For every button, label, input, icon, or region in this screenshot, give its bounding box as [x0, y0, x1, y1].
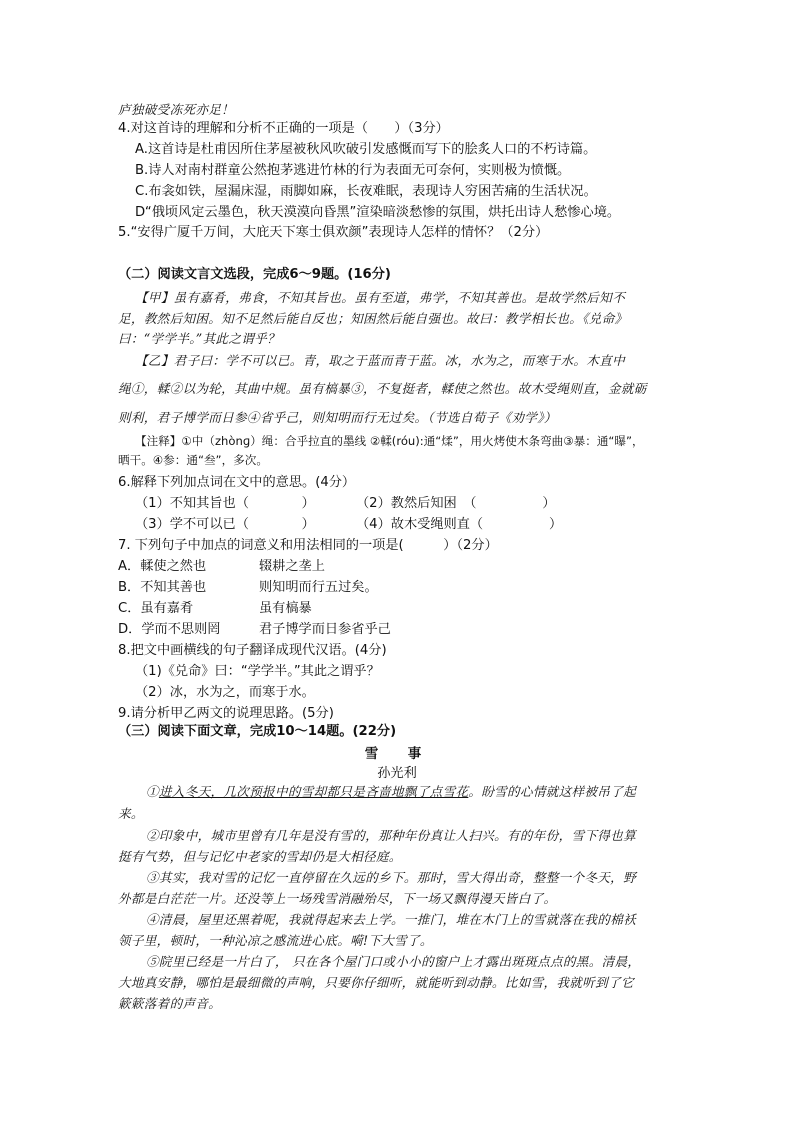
p5-line-1: ⑤院里已经是一片白了， 只在各个屋门口或小小的窗户上才露出斑斑点点的黑。清晨，: [146, 954, 641, 969]
q5-stem: 5.“安得广厦千万间，大庇天下寒士俱欢颜”表现诗人怎样的情怀？（2分）: [118, 225, 549, 240]
yi-line-3: 则利，君子博学而日参④省乎己，则知明而行无过矣。（节选自荀子《劝学》）: [118, 410, 557, 425]
jia-line-2: 足，教然后知困。知不足然后能自反也；知困然后能自强也。故曰：教学相长也。《兑命》: [118, 311, 628, 326]
q7-option-d-pair: 君子博学而日参省乎己: [259, 622, 391, 637]
q8-item-2: （2）冰，水为之，而寒于水。: [135, 685, 315, 700]
p1-line-2: 来。: [118, 806, 144, 821]
q7-option-d: D．学而不思则罔: [118, 622, 221, 637]
q8-stem: 8.把文中画横线的句子翻译成现代汉语。(4分): [118, 643, 387, 658]
q6-item-4: （4）故木受绳则直（ ）: [356, 517, 563, 532]
q7-option-a: A．輮使之然也: [118, 559, 207, 574]
p1-underlined-sentence: 进入冬天，几次预报中的雪却都只是吝啬地飘了点雪花: [158, 784, 469, 799]
p2-line-2: 挺有气势，但与记忆中老家的雪却仍是大相径庭。: [118, 849, 402, 864]
q7-option-b-pair: 则知明而行五过矣。: [259, 580, 378, 595]
q7-option-c: C．虽有嘉肴: [118, 601, 194, 616]
p1-line-1: [146, 783, 636, 800]
p5-line-3: 簌簌落着的声音。: [118, 996, 222, 1011]
notes-line-1: 【注释】①中（zhònɡ）绳：合乎拉直的墨线 ②輮(róu):通“煣”，用火烤使木条弯曲③暴：通“曝”，: [135, 434, 644, 448]
q6-item-2: （2）教然后知困 （ ）: [356, 496, 556, 511]
p4-line-1: ④清晨，屋里还黑着呢，我就得起来去上学。一推门，堆在木门上的雪就落在我的棉袄: [146, 912, 636, 927]
section3-heading: （三）阅读下面文章，完成10～14题。(22分): [118, 724, 397, 739]
p4-line-2: 领子里，顿时，一种沁凉之感流进心底。嗬!下大雪了。: [118, 933, 433, 948]
yi-line-2: 绳①，輮②以为轮，其曲中规。虽有槁暴③，不复挺者，輮使之然也。故木受绳则直，金就砺: [118, 381, 647, 396]
article-title: 雪 事: [364, 746, 430, 762]
q4-option-b: B.诗人对南村群童公然抱茅逃进竹林的行为表面无可奈何，实则极为愤慨。: [135, 163, 571, 178]
q7-option-b: B．不知其善也: [118, 580, 207, 595]
section2-heading: （二）阅读文言文选段，完成6～9题。(16分): [118, 267, 391, 282]
q7-option-a-pair: 辍耕之垄上: [259, 559, 325, 574]
q6-stem: 6.解释下列加点词在文中的意思。(4分）: [118, 475, 356, 490]
q8-item-1: （1)《兑命》曰：“学学半。”其此之谓乎？: [135, 664, 380, 679]
p3-line-1: ③其实，我对雪的记忆一直停留在久远的乡下。那时，雪大得出奇，整整一个冬天，野: [146, 870, 636, 885]
article-author: 孙光利: [377, 766, 417, 781]
p3-line-2: 外都是白茫茫一片。还没等上一场残雪消融殆尽，下一场又飘得漫天皆白了。: [118, 891, 557, 906]
q4-stem: 4.对这首诗的理解和分析不正确的一项是（ ）（3分）: [118, 121, 449, 136]
jia-line-1: 【甲】虽有嘉肴，弗食，不知其旨也。虽有至道，弗学，不知其善也。是故学然后知不: [135, 290, 625, 305]
jia-line-3: 曰：“学学半。”其此之谓乎？: [118, 331, 280, 346]
q4-option-d: D“俄顷风定云墨色，秋天漠漠向昏黑”渲染暗淡愁惨的氛围，烘托出诗人愁惨心境。: [135, 205, 621, 220]
yi-line-1: 【乙】君子曰：学不可以已。青，取之于蓝而青于蓝。冰，水为之，而寒于水。木直中: [135, 353, 625, 368]
q6-item-3: （3）学不可以已（ ）: [135, 517, 315, 532]
q7-option-c-pair: 虽有槁暴: [259, 601, 312, 616]
notes-line-2: 晒干。④参：通“叁”，多次。: [118, 453, 268, 467]
p5-line-2: 大地真安静，哪怕是最细微的声响，只要你仔细听，就能听到动静。比如雪，我就听到了它: [118, 975, 634, 990]
q7-stem: 7. 下列句子中加点的词意义和用法相同的一项是( ）（2分）: [118, 538, 498, 553]
p2-line-1: ②印象中，城市里曾有几年是没有雪的，那种年份真让人扫兴。有的年份，雪下得也算: [146, 828, 636, 843]
q9-stem: 9.请分析甲乙两文的说理思路。(5分): [118, 706, 334, 721]
poem-tail-line: 庐独破受冻死亦足！: [118, 102, 235, 117]
p1-marker: ①: [146, 784, 159, 799]
q6-item-1: （1）不知其旨也（ ）: [135, 496, 315, 511]
p1-rest: 。盼雪的心情就这样被吊了起: [468, 784, 636, 799]
q4-option-c: C.布衾如铁，屋漏床湿，雨脚如麻，长夜难眠，表现诗人穷困苦痛的生活状况。: [135, 184, 597, 199]
q4-option-a: A.这首诗是杜甫因所住茅屋被秋风吹破引发感慨而写下的脍炙人口的不朽诗篇。: [135, 142, 597, 157]
